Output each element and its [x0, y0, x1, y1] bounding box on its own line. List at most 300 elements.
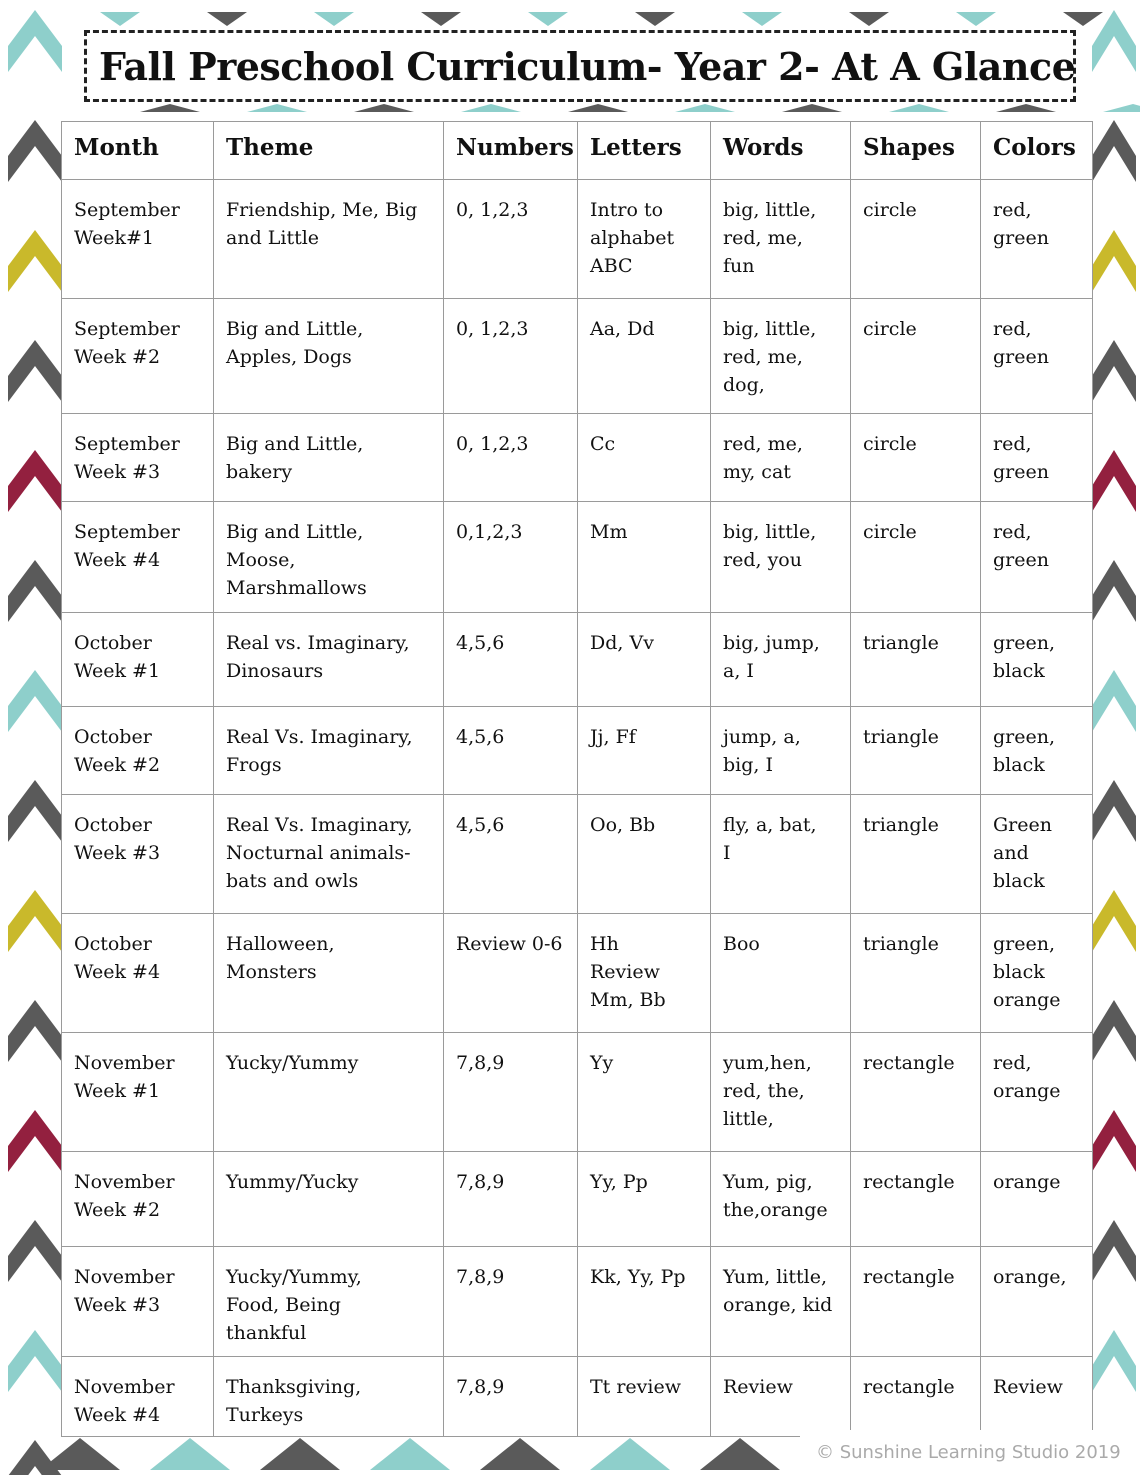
cell-line: Intro to	[590, 199, 664, 221]
cell-line: Apples, Dogs	[226, 346, 352, 368]
cell-line: September	[74, 433, 180, 455]
cell-theme	[214, 299, 444, 414]
chevron-right	[1092, 890, 1136, 952]
cell-line: Week #2	[74, 754, 161, 776]
table-row	[62, 180, 1093, 299]
cell-numbers	[444, 502, 578, 613]
cell-line: triangle	[863, 814, 939, 836]
cell-line: Yy, Pp	[590, 1171, 648, 1193]
cell-line: 7,8,9	[456, 1266, 505, 1288]
chevron-top	[247, 104, 307, 112]
cell-words	[711, 613, 851, 707]
cell-numbers	[444, 707, 578, 795]
cell-shapes	[851, 707, 981, 795]
cell-line: Mm, Bb	[590, 989, 666, 1011]
chevron-top	[354, 104, 414, 112]
cell-line: October	[74, 726, 152, 748]
cell-theme	[214, 707, 444, 795]
cell-line: Week #2	[74, 1199, 161, 1221]
chevron-top	[1103, 104, 1140, 112]
cell-line: Yucky/Yummy,	[226, 1266, 362, 1288]
cell-line: fly, a, bat,	[723, 814, 817, 836]
cell-colors	[981, 502, 1093, 613]
chevron-left	[8, 1110, 62, 1172]
chevron-right	[1092, 120, 1136, 182]
cell-line: Review	[590, 961, 660, 983]
cell-month	[62, 1247, 214, 1357]
cell-line: big, little,	[723, 521, 817, 543]
cell-line: Nocturnal animals-	[226, 842, 411, 864]
cell-words	[711, 707, 851, 795]
chevron-left	[8, 120, 62, 182]
cell-line: 7,8,9	[456, 1376, 505, 1398]
cell-line: Week #3	[74, 842, 161, 864]
cell-words	[711, 914, 851, 1033]
cell-theme	[214, 1033, 444, 1152]
cell-line: Green	[993, 814, 1052, 836]
chevron-left	[8, 1220, 62, 1282]
chevron-top	[742, 12, 782, 26]
column-header-colors: Colors	[981, 122, 1093, 180]
chevron-right	[1092, 1220, 1136, 1282]
chevron-right	[1092, 670, 1136, 732]
cell-shapes	[851, 414, 981, 502]
cell-line: little,	[723, 1108, 774, 1130]
cell-line: circle	[863, 433, 917, 455]
cell-numbers	[444, 299, 578, 414]
cell-numbers	[444, 1247, 578, 1357]
cell-line: Dd, Vv	[590, 632, 654, 654]
table-row	[62, 795, 1093, 914]
cell-letters	[578, 914, 711, 1033]
cell-line: Week #4	[74, 961, 161, 983]
cell-line: Week #1	[74, 660, 161, 682]
cell-theme	[214, 502, 444, 613]
cell-words	[711, 414, 851, 502]
table-row	[62, 1152, 1093, 1247]
cell-letters	[578, 414, 711, 502]
cell-month	[62, 299, 214, 414]
cell-month	[62, 414, 214, 502]
cell-line: Food, Being	[226, 1294, 341, 1316]
cell-line: alphabet	[590, 227, 675, 249]
column-header-words: Words	[711, 122, 851, 180]
chevron-top	[421, 12, 461, 26]
cell-colors	[981, 613, 1093, 707]
cell-colors	[981, 707, 1093, 795]
column-header-shapes: Shapes	[851, 122, 981, 180]
cell-line: and Little	[226, 227, 320, 249]
cell-theme	[214, 613, 444, 707]
cell-letters	[578, 502, 711, 613]
cell-line: November	[74, 1376, 175, 1398]
cell-line: October	[74, 814, 152, 836]
cell-line: Week #4	[74, 549, 161, 571]
cell-line: Real Vs. Imaginary,	[226, 814, 413, 836]
chevron-bottom	[700, 1438, 780, 1470]
cell-numbers	[444, 914, 578, 1033]
cell-colors	[981, 180, 1093, 299]
chevron-right	[1092, 560, 1136, 622]
cell-line: thankful	[226, 1322, 307, 1344]
chevron-top	[996, 104, 1056, 112]
cell-line: black	[993, 870, 1045, 892]
cell-line: Moose,	[226, 549, 296, 571]
cell-colors	[981, 414, 1093, 502]
chevron-top	[956, 12, 996, 26]
chevron-left	[8, 1330, 62, 1392]
cell-line: Halloween,	[226, 933, 335, 955]
cell-line: Yucky/Yummy	[226, 1052, 359, 1074]
chevron-right	[1092, 780, 1136, 842]
cell-month	[62, 1357, 214, 1437]
cell-line: Frogs	[226, 754, 282, 776]
cell-line: circle	[863, 199, 917, 221]
cell-line: big, little,	[723, 199, 817, 221]
cell-line: 7,8,9	[456, 1171, 505, 1193]
cell-shapes	[851, 613, 981, 707]
cell-line: October	[74, 632, 152, 654]
cell-line: September	[74, 199, 180, 221]
cell-line: red,	[993, 1052, 1032, 1074]
cell-line: big, jump,	[723, 632, 820, 654]
chevron-left	[8, 560, 62, 622]
title-box	[84, 30, 1076, 102]
cell-line: September	[74, 318, 180, 340]
chevron-top	[528, 12, 568, 26]
chevron-top	[461, 104, 521, 112]
cell-line: September	[74, 521, 180, 543]
chevron-top	[314, 12, 354, 26]
cell-line: Dinosaurs	[226, 660, 324, 682]
cell-line: Review	[723, 1376, 793, 1398]
chevron-bottom	[40, 1438, 120, 1470]
cell-line: green,	[993, 632, 1056, 654]
cell-line: I	[723, 842, 731, 864]
chevron-top	[849, 12, 889, 26]
cell-line: red,	[993, 318, 1032, 340]
curriculum-table-container	[61, 121, 1092, 1437]
cell-line: fun	[723, 255, 755, 277]
cell-line: Cc	[590, 433, 616, 455]
cell-shapes	[851, 1033, 981, 1152]
cell-colors	[981, 795, 1093, 914]
cell-line: November	[74, 1171, 175, 1193]
cell-line: Week #3	[74, 461, 161, 483]
cell-line: triangle	[863, 726, 939, 748]
chevron-left	[8, 450, 62, 512]
cell-letters	[578, 180, 711, 299]
cell-numbers	[444, 1152, 578, 1247]
cell-line: Monsters	[226, 961, 317, 983]
chevron-left	[8, 670, 62, 732]
chevron-top	[889, 104, 949, 112]
table-body	[62, 180, 1093, 1437]
cell-line: red,	[993, 521, 1032, 543]
chevron-top	[207, 12, 247, 26]
cell-line: 0,1,2,3	[456, 521, 523, 543]
cell-line: 0, 1,2,3	[456, 318, 529, 340]
cell-words	[711, 180, 851, 299]
cell-letters	[578, 1247, 711, 1357]
cell-line: black	[993, 660, 1045, 682]
cell-line: Oo, Bb	[590, 814, 656, 836]
cell-line: green	[993, 346, 1049, 368]
cell-line: Yy	[590, 1052, 614, 1074]
cell-letters	[578, 299, 711, 414]
cell-line: bats and owls	[226, 870, 359, 892]
chevron-right	[1092, 1330, 1136, 1392]
cell-words	[711, 1247, 851, 1357]
table-row	[62, 613, 1093, 707]
cell-words	[711, 1033, 851, 1152]
cell-line: Boo	[723, 933, 760, 955]
cell-line: red, you	[723, 549, 802, 571]
cell-line: November	[74, 1052, 175, 1074]
cell-line: red,	[993, 433, 1032, 455]
cell-words	[711, 299, 851, 414]
cell-month	[62, 1033, 214, 1152]
cell-line: Review	[993, 1376, 1063, 1398]
cell-line: green,	[993, 726, 1056, 748]
chevron-bottom	[590, 1438, 670, 1470]
cell-shapes	[851, 502, 981, 613]
column-header-numbers: Numbers	[444, 122, 578, 180]
cell-theme	[214, 180, 444, 299]
table-row	[62, 299, 1093, 414]
table-header-row	[62, 122, 1093, 180]
cell-line: dog,	[723, 374, 765, 396]
cell-month	[62, 707, 214, 795]
cell-line: rectangle	[863, 1376, 955, 1398]
cell-line: Kk, Yy, Pp	[590, 1266, 686, 1288]
cell-line: big, little,	[723, 318, 817, 340]
cell-line: Real vs. Imaginary,	[226, 632, 410, 654]
cell-letters	[578, 795, 711, 914]
chevron-left	[8, 780, 62, 842]
column-header-month: Month	[62, 122, 214, 180]
cell-line: the,orange	[723, 1199, 828, 1221]
cell-shapes	[851, 1357, 981, 1437]
cell-line: green	[993, 461, 1049, 483]
cell-line: black	[993, 961, 1045, 983]
cell-words	[711, 795, 851, 914]
cell-month	[62, 795, 214, 914]
table-row	[62, 1033, 1093, 1152]
cell-line: red, me,	[723, 227, 803, 249]
chevron-top	[1063, 12, 1103, 26]
chevron-right	[1092, 1110, 1136, 1172]
chevron-bottom	[480, 1438, 560, 1470]
cell-line: yum,hen,	[723, 1052, 812, 1074]
cell-line: Week#1	[74, 227, 154, 249]
chevron-top	[568, 104, 628, 112]
cell-line: a, I	[723, 660, 754, 682]
cell-line: Jj, Ff	[590, 726, 636, 748]
chevron-bottom	[150, 1438, 230, 1470]
chevron-right	[1092, 230, 1136, 292]
cell-line: circle	[863, 318, 917, 340]
cell-colors	[981, 1033, 1093, 1152]
cell-colors	[981, 1152, 1093, 1247]
cell-line: Week #1	[74, 1080, 161, 1102]
chevron-left	[8, 230, 62, 292]
column-header-theme: Theme	[214, 122, 444, 180]
cell-line: my, cat	[723, 461, 791, 483]
chevron-top	[782, 104, 842, 112]
cell-line: Week #4	[74, 1404, 161, 1426]
chevron-right	[1092, 450, 1136, 512]
cell-line: red, me,	[723, 346, 803, 368]
cell-letters	[578, 1033, 711, 1152]
cell-theme	[214, 1357, 444, 1437]
cell-line: Marshmallows	[226, 577, 367, 599]
chevron-right	[1092, 340, 1136, 402]
cell-numbers	[444, 795, 578, 914]
cell-shapes	[851, 1152, 981, 1247]
cell-line: rectangle	[863, 1266, 955, 1288]
cell-theme	[214, 414, 444, 502]
chevron-left	[8, 340, 62, 402]
cell-month	[62, 914, 214, 1033]
cell-line: 4,5,6	[456, 632, 505, 654]
cell-line: green	[993, 549, 1049, 571]
cell-line: red, me,	[723, 433, 803, 455]
cell-line: orange	[993, 989, 1061, 1011]
cell-line: rectangle	[863, 1171, 955, 1193]
cell-line: November	[74, 1266, 175, 1288]
copyright-notice: © Sunshine Learning Studio 2019	[800, 1430, 1140, 1475]
chevron-bottom	[370, 1438, 450, 1470]
cell-month	[62, 502, 214, 613]
cell-theme	[214, 795, 444, 914]
cell-line: orange	[993, 1080, 1061, 1102]
table-row	[62, 414, 1093, 502]
cell-line: October	[74, 933, 152, 955]
table-row	[62, 707, 1093, 795]
cell-line: Tt review	[590, 1376, 681, 1398]
chevron-top	[635, 12, 675, 26]
chevron-right	[1092, 10, 1136, 72]
cell-theme	[214, 914, 444, 1033]
cell-line: Review 0-6	[456, 933, 563, 955]
chevron-top	[100, 12, 140, 26]
cell-letters	[578, 1357, 711, 1437]
cell-line: rectangle	[863, 1052, 955, 1074]
cell-line: big, I	[723, 754, 773, 776]
cell-line: Aa, Dd	[590, 318, 655, 340]
chevron-left	[8, 1000, 62, 1062]
chevron-top	[675, 104, 735, 112]
cell-line: jump, a,	[723, 726, 801, 748]
cell-line: orange	[993, 1171, 1061, 1193]
cell-line: Week #2	[74, 346, 161, 368]
cell-line: triangle	[863, 933, 939, 955]
cell-shapes	[851, 795, 981, 914]
cell-line: Big and Little,	[226, 433, 364, 455]
cell-line: Big and Little,	[226, 521, 364, 543]
cell-line: orange,	[993, 1266, 1067, 1288]
page-title: Fall Preschool Curriculum- Year 2- At A Glance	[99, 43, 1076, 89]
cell-month	[62, 613, 214, 707]
cell-line: Real Vs. Imaginary,	[226, 726, 413, 748]
chevron-left	[8, 10, 62, 72]
cell-line: black	[993, 754, 1045, 776]
cell-line: 4,5,6	[456, 814, 505, 836]
table-row	[62, 1247, 1093, 1357]
cell-line: Turkeys	[226, 1404, 304, 1426]
cell-numbers	[444, 1033, 578, 1152]
cell-words	[711, 502, 851, 613]
cell-line: and	[993, 842, 1029, 864]
cell-line: red,	[993, 199, 1032, 221]
cell-shapes	[851, 180, 981, 299]
cell-colors	[981, 1247, 1093, 1357]
cell-line: ABC	[590, 255, 633, 277]
cell-colors	[981, 1357, 1093, 1437]
table-row	[62, 914, 1093, 1033]
table-row	[62, 502, 1093, 613]
cell-line: Friendship, Me, Big	[226, 199, 418, 221]
curriculum-table	[61, 121, 1093, 1437]
cell-line: 0, 1,2,3	[456, 199, 529, 221]
cell-line: 0, 1,2,3	[456, 433, 529, 455]
cell-line: Big and Little,	[226, 318, 364, 340]
chevron-top	[140, 104, 200, 112]
table-row	[62, 1357, 1093, 1437]
cell-line: Yum, little,	[723, 1266, 828, 1288]
cell-line: red, the,	[723, 1080, 805, 1102]
cell-line: bakery	[226, 461, 293, 483]
cell-line: orange, kid	[723, 1294, 833, 1316]
chevron-left	[8, 890, 62, 952]
cell-letters	[578, 1152, 711, 1247]
cell-letters	[578, 707, 711, 795]
chevron-right	[1092, 1000, 1136, 1062]
cell-line: Week #3	[74, 1294, 161, 1316]
cell-numbers	[444, 1357, 578, 1437]
cell-letters	[578, 613, 711, 707]
cell-month	[62, 1152, 214, 1247]
cell-theme	[214, 1152, 444, 1247]
cell-line: green	[993, 227, 1049, 249]
cell-line: 4,5,6	[456, 726, 505, 748]
cell-shapes	[851, 914, 981, 1033]
cell-words	[711, 1152, 851, 1247]
cell-words	[711, 1357, 851, 1437]
cell-line: Mm	[590, 521, 628, 543]
cell-line: Yummy/Yucky	[226, 1171, 359, 1193]
column-header-letters: Letters	[578, 122, 711, 180]
cell-line: triangle	[863, 632, 939, 654]
cell-shapes	[851, 1247, 981, 1357]
cell-numbers	[444, 180, 578, 299]
cell-line: circle	[863, 521, 917, 543]
cell-numbers	[444, 613, 578, 707]
cell-shapes	[851, 299, 981, 414]
cell-line: Hh	[590, 933, 619, 955]
cell-colors	[981, 299, 1093, 414]
cell-theme	[214, 1247, 444, 1357]
cell-numbers	[444, 414, 578, 502]
cell-line: Thanksgiving,	[226, 1376, 362, 1398]
cell-line: green,	[993, 933, 1056, 955]
cell-line: 7,8,9	[456, 1052, 505, 1074]
cell-colors	[981, 914, 1093, 1033]
cell-line: Yum, pig,	[723, 1171, 813, 1193]
cell-month	[62, 180, 214, 299]
chevron-bottom	[260, 1438, 340, 1470]
